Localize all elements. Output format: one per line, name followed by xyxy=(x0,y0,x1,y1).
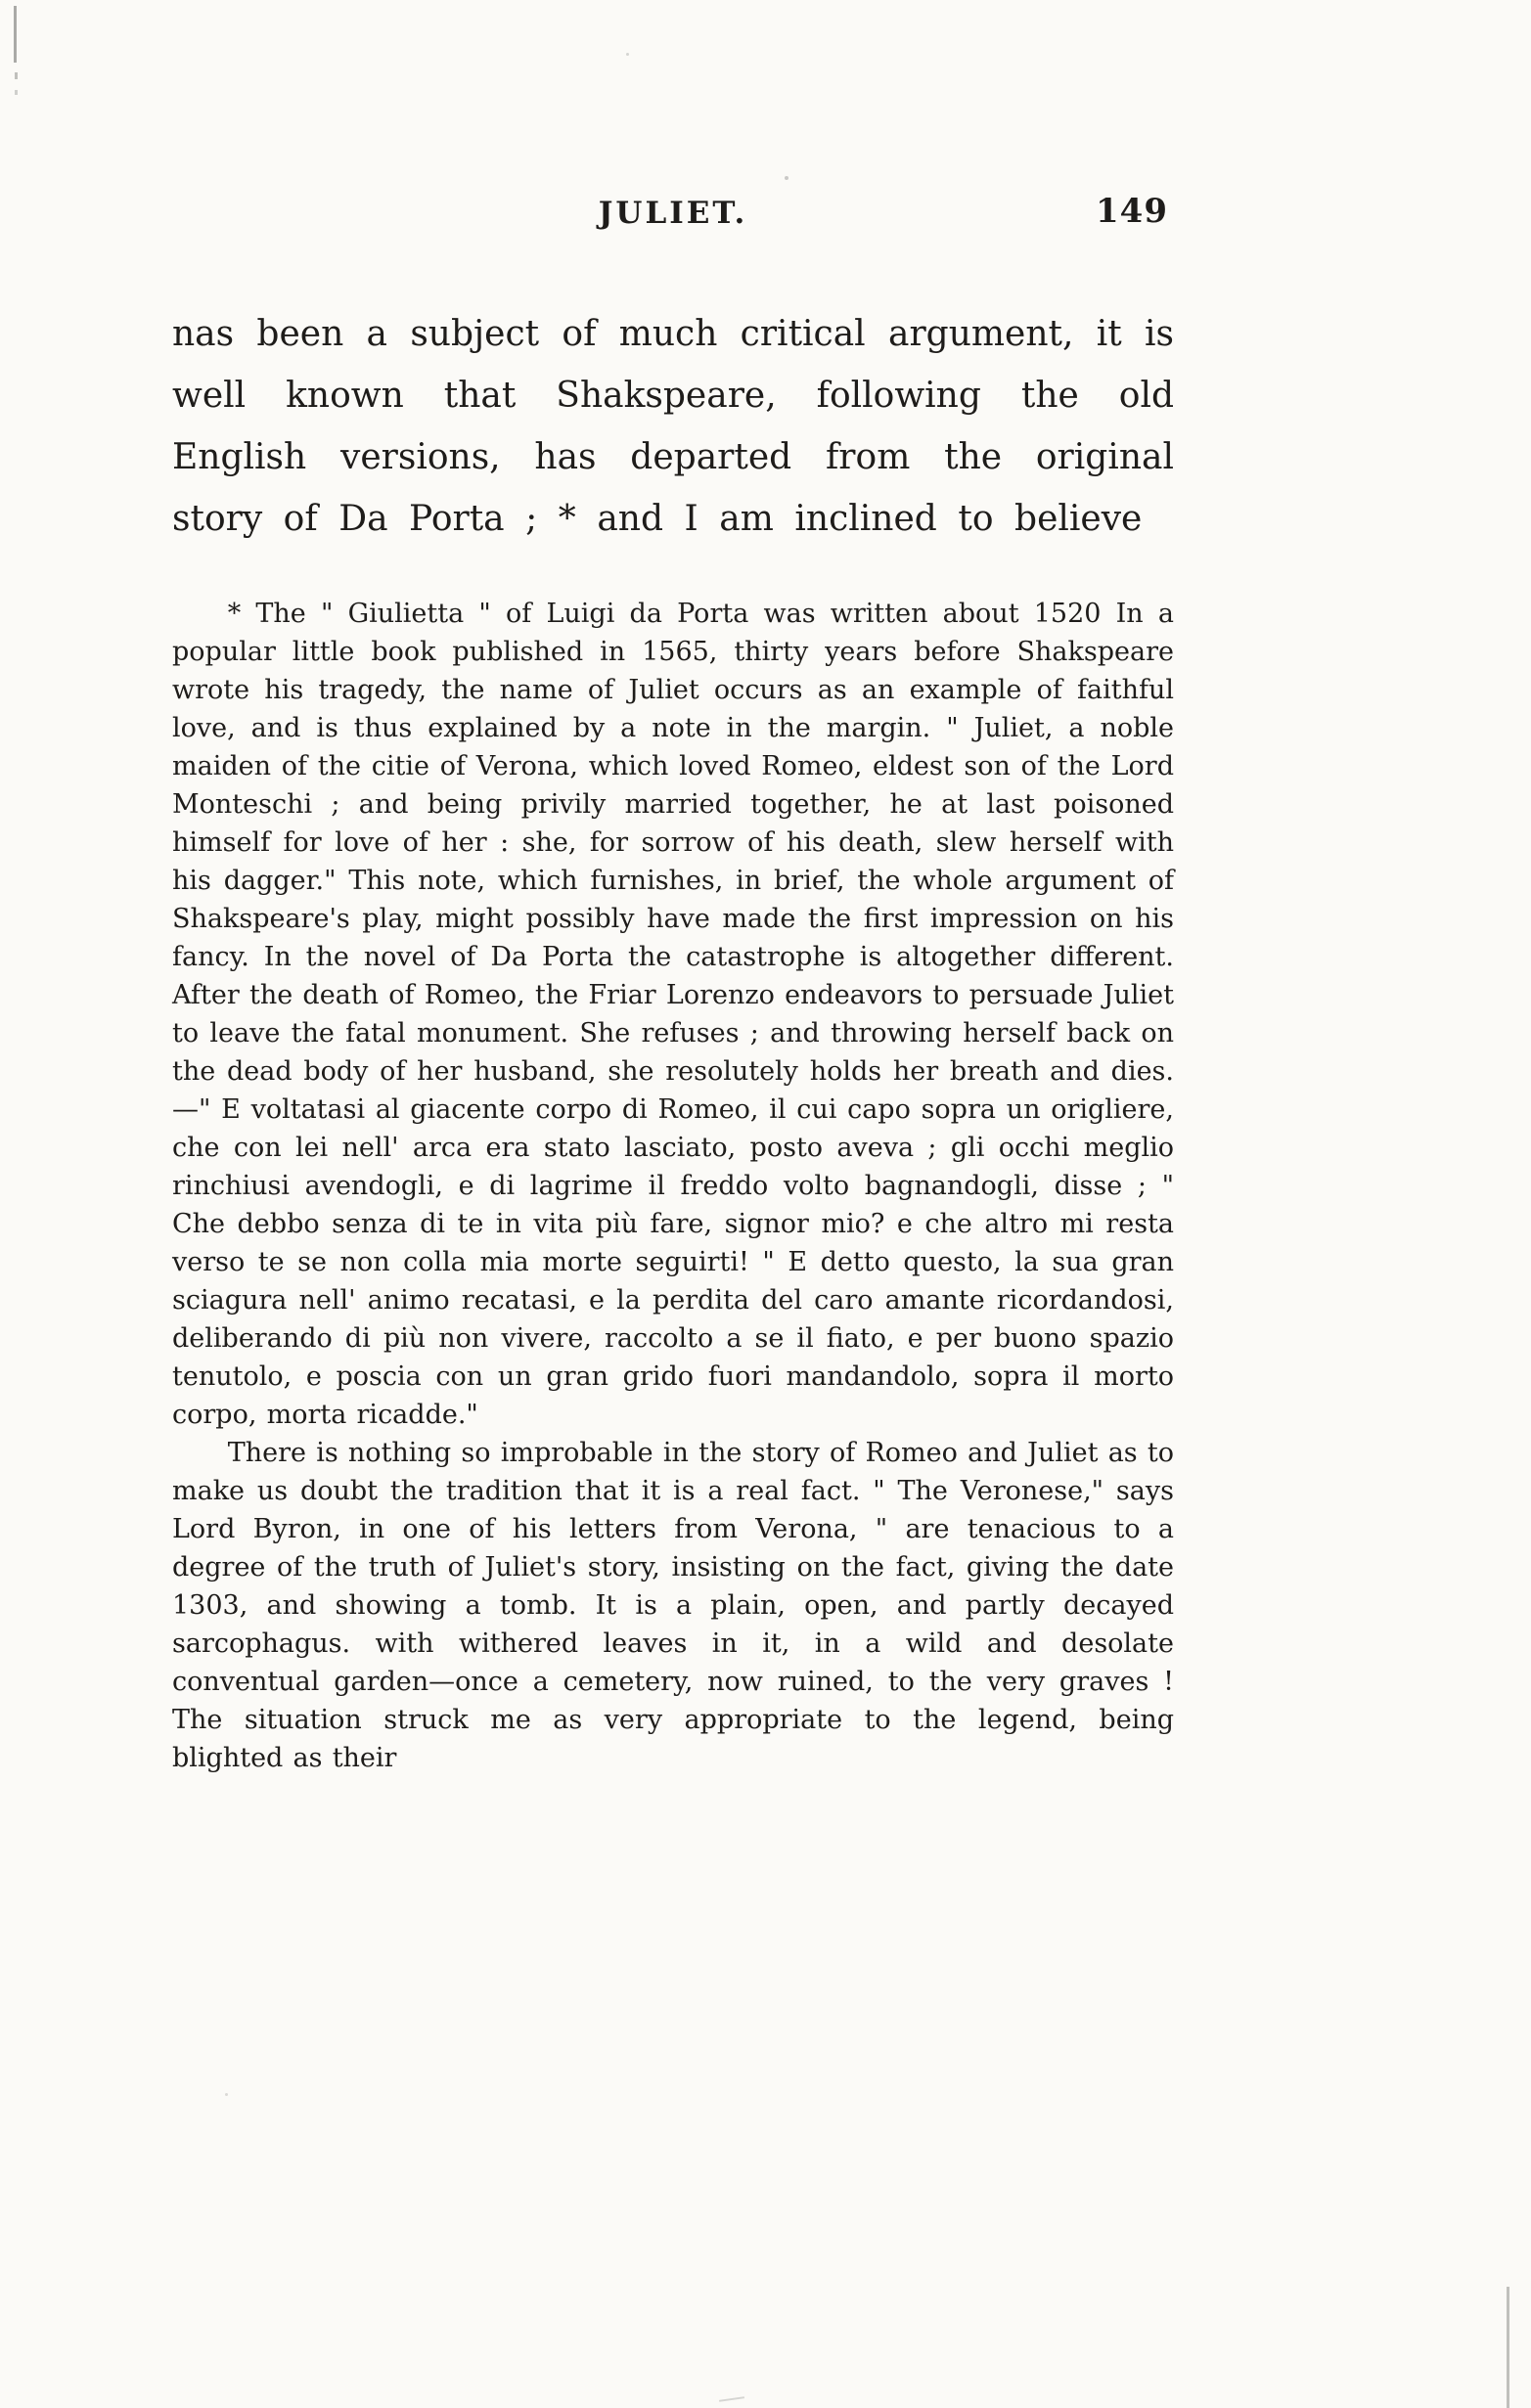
footnote-paragraph: There is nothing so improbable in the story of Romeo and Juliet as to make us doubt the tradition that it is a real fact. " The Veronese," says Lord Byron, in one of his letters from Verona, " are tenacious to a degree of the truth of Juliet's story, insisting on the fact, giving the date 1303, and showing a tomb. It is a plain, open, and partly decayed sarcophagus. with withered leaves in it, in a wild and desolate conventual garden—once a cemetery, now ruined, to the very graves ! The situation struck me as very appropriate to the legend, being blighted as their xyxy=(172,1438,1174,1773)
scan-artifact-corner-mark xyxy=(14,6,17,63)
scan-artifact-edge-line xyxy=(1507,2287,1509,2408)
page-header xyxy=(172,192,1174,241)
footnote-paragraph: * The " Giulietta " of Luigi da Porta was written about 1520 In a popular little book published in 1565, thirty years before Shakspeare wrote his tragedy, the name of Juliet occurs as an example of faithful love, and is thus explained by a note in the margin. " Juliet, a noble maiden of the citie of Verona, which loved Romeo, eldest son of the Lord Monteschi ; and being privily married together, he at last poisoned himself for love of her : she, for sorrow of his death, slew herself with his dagger." This note, which furnishes, in brief, the whole argument of Shakspeare's play, might possibly have made the first impression on his fancy. In the novel of Da Porta the catastrophe is altogether different. After the death of Romeo, the Friar Lorenzo endeavors to persuade Juliet to leave the fatal monument. She refuses ; and throwing herself back on the dead body of her husband, she resolutely holds her breath and dies.—" E voltatasi al giacente corpo di Romeo, il cui capo sopra un origliere, che con lei nell' arca era stato lasciato, posto aveva ; gli occhi meglio rinchiusi avendogli, e di lagrime il freddo volto bagnandogli, disse ; " Che debbo senza di te in vita più fare, signor mio? e che altro mi resta verso te se non colla mia morte seguirti! " E detto questo, la sua gran sciagura nell' animo recatasi, e la perdita del caro amante ricordandosi, deliberando di più non vivere, raccolto a se il fiato, e per buono spazio tenutolo, e poscia con un gran grido fuori mandandolo, sopra il morto corpo, morta ricadde." xyxy=(172,599,1174,1430)
scan-artifact-speck xyxy=(785,176,788,180)
scan-artifact-corner-dot xyxy=(15,72,18,79)
text-column xyxy=(172,192,1174,1777)
scan-artifact-mark xyxy=(719,2396,744,2402)
scan-artifact-speck xyxy=(626,53,629,56)
page-number: 149 xyxy=(1096,192,1168,231)
scan-artifact-speck xyxy=(225,2093,228,2096)
main-paragraph: nas been a subject of much critical argument, it is well known that Shakspeare, following the old English versions, has departed from the original story of Da Porta ; * and I am inclined to believe xyxy=(172,314,1174,539)
footnote-block xyxy=(172,595,1174,1777)
scan-artifact-corner-dot xyxy=(15,90,18,95)
running-title: JULIET. xyxy=(598,196,748,231)
